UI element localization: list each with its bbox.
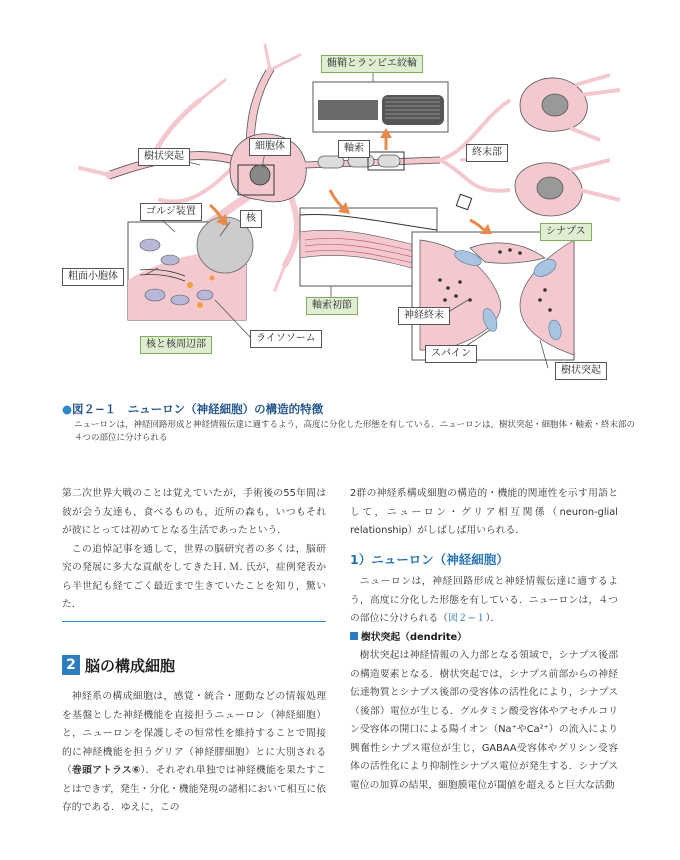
figure-caption: [62, 401, 642, 445]
paragraph: この追悼記事を通して，世界の脳研究者の多くは，脳研究の発展に多大な貢献をしてきたＨ. Ｍ. 氏が，症例発表から半世紀も経てごく最近まで生きていたことを知り，驚いた．: [62, 543, 326, 610]
mini-heading: 樹状突起（dendrite）: [350, 629, 618, 648]
label-dendrite-2: 樹状突起: [555, 362, 607, 380]
label-synapse: シナプス: [540, 223, 592, 241]
right-column: [350, 485, 618, 795]
label-soma: 細胞体: [249, 138, 291, 156]
label-golgi: ゴルジ装置: [140, 203, 202, 221]
left-column-top: [62, 485, 326, 615]
label-spine: スパイン: [425, 345, 477, 363]
section-heading: [62, 654, 175, 676]
section-number: 2: [62, 655, 80, 675]
label-axon-initial: 軸索初節: [306, 297, 358, 315]
paragraph: 樹状突起は神経情報の入力部となる領域で，シナプス後部の構造要素となる．樹状突起では，シナプス前部からの神経伝達物質とシナプス後部の受容体の活性化により，シナプス（後部）電位が生じる．グルタミン酸受容体やアセチルコリン受容体の開口による陽イオン（Na⁺やCa²⁺）の流入により興奮性シナプス電位が生じ，GABAA受容体やグリシン受容体の活性化により抑制性シナプス電位が発生する．シナプス電位の加算の結果，細胞膜電位が閾値を超えると巨大な活動: [350, 650, 618, 791]
label-dendrite: 樹状突起: [138, 148, 190, 166]
label-nucleus-region: 核と核周辺部: [140, 336, 212, 354]
subsection-title: 1）ニューロン（神経細胞）: [350, 551, 509, 567]
section-title: 脳の構成細胞: [85, 656, 176, 675]
label-nucleus: 核: [240, 210, 262, 228]
paragraph: 神経系の構成細胞は，感覚・統合・運動などの情報処理を基盤とした神経機能を直接担うニューロン（神経細胞）と，ニューロンを保護しその恒常性を維持することで間接的に神経機能を担うグリア（神経膠細胞）とに大別される（巻頭アトラス⑥）．それぞれ単独では神経機能を果たすことはできず，発生・分化・機能発現の諸相において相互に依存的である．ゆえに，この: [62, 691, 327, 813]
label-lysosome: ライソソーム: [250, 330, 322, 348]
label-rough-body: 粗面小胞体: [62, 268, 124, 286]
caption-body: ニューロンは，神経回路形成と神経情報伝達に適するよう，高度に分化した形態を有している．ニューロンは，樹状突起・細胞体・軸索・終末部の４つの部位に分けられる: [74, 420, 636, 443]
paragraph: 第二次世界大戦のことは覚えていたが，手術後の55年間は彼が会う友達も，食べるものも，近所の森も，いつもそれが彼にとっては初めてとなる生活であったという．: [62, 488, 326, 536]
label-myelin: 髄鞘とランビエ絞輪: [321, 55, 423, 73]
figure-link[interactable]: 図２−１: [447, 613, 486, 624]
caption-title: ●図２−１ ニューロン（神経細胞）の構造的特徴: [62, 402, 324, 416]
left-column-body: [62, 688, 326, 818]
bullet-icon: ●: [62, 402, 73, 416]
neuron-figure: [0, 0, 680, 395]
square-icon: [350, 632, 358, 640]
label-axon: 軸索: [338, 140, 370, 158]
label-terminal: 終末部: [466, 144, 508, 162]
paragraph: ニューロンは，神経回路形成と神経情報伝達に適するよう，高度に分化した形態を有している．ニューロンは，４つの部位に分けられる（図２−１）．: [350, 576, 618, 624]
divider: [62, 621, 326, 622]
paragraph: 2群の神経系構成細胞の構造的・機能的関連性を示す用語として，ニューロン・グリア相互関係（neuron-glial relationship）がしばしば用いられる．: [350, 488, 618, 536]
label-nerve-terminal: 神経終末: [398, 307, 450, 325]
